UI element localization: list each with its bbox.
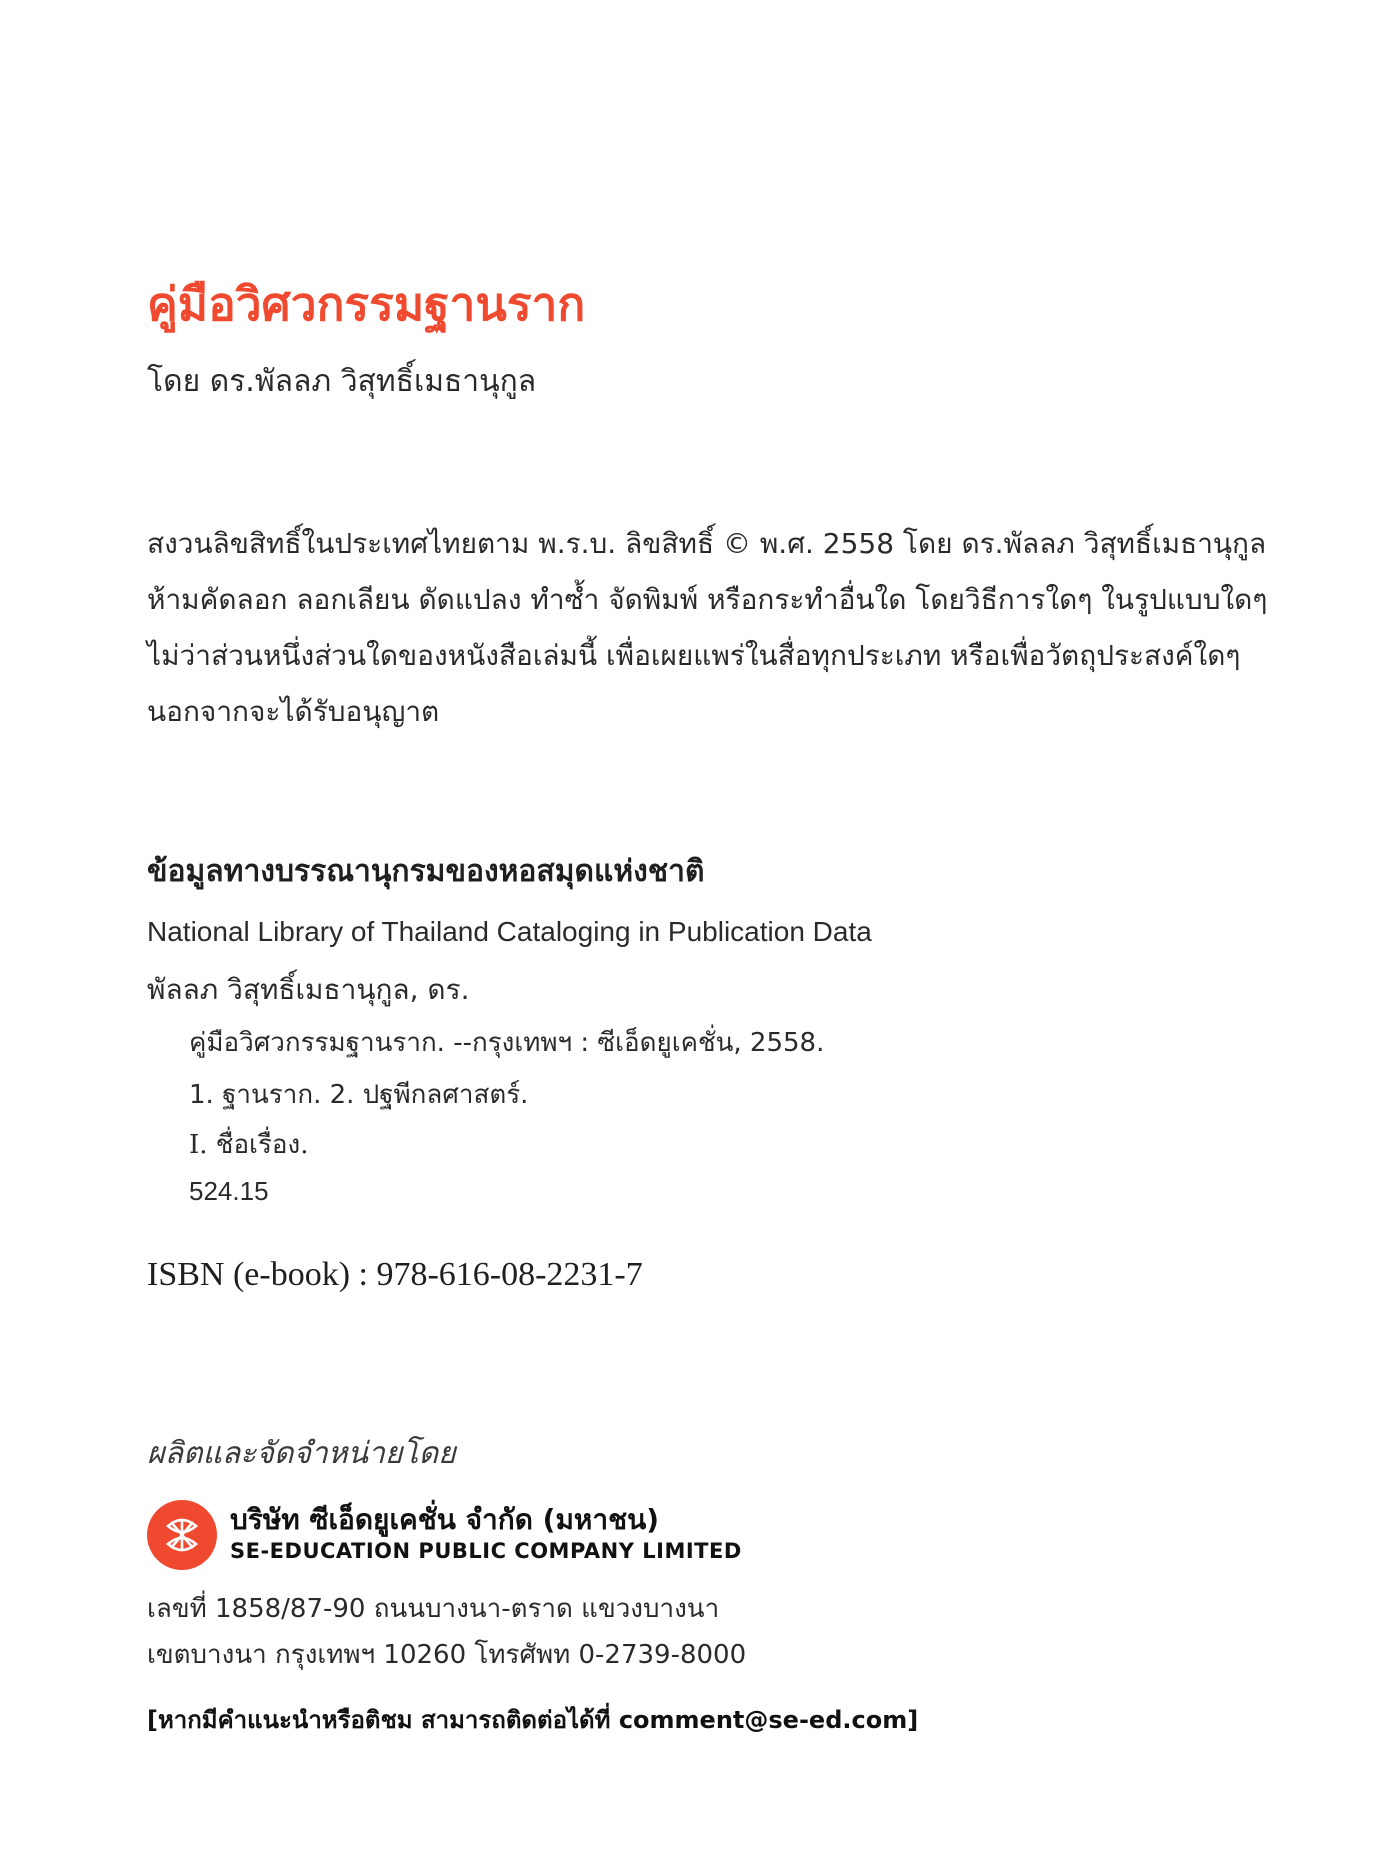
copyright-line: สงวนลิขสิทธิ์ในประเทศไทยตาม พ.ร.บ. ลิขสิทธิ์ © พ.ศ. 2558 โดย ดร.พัลลภ วิสุทธิ์เมธานุกูล	[147, 527, 1267, 560]
copyright-line: ห้ามคัดลอก ลอกเลียน ดัดแปลง ทำซ้ำ จัดพิมพ์ หรือกระทำอื่นใด โดยวิธีการใดๆ ในรูปแบบใดๆ	[147, 583, 1268, 616]
cip-title-index: I. ชื่อเรื่อง.	[189, 1130, 309, 1160]
feedback-contact: [หากมีคำแนะนำหรือติชม สามารถติดต่อได้ที่ comment@se-ed.com]	[147, 1706, 919, 1734]
se-ed-logo-icon	[147, 1500, 217, 1570]
company-name-thai: บริษัท ซีเอ็ดยูเคชั่น จำกัด (มหาชน)	[230, 1503, 660, 1536]
cip-title-entry: คู่มือวิศวกรรมฐานราก. --กรุงเทพฯ : ซีเอ็ดยูเคชั่น, 2558.	[189, 1028, 825, 1058]
address-line-2: เขตบางนา กรุงเทพฯ 10260 โทรศัพท 0-2739-8000	[147, 1640, 747, 1670]
produced-by-label: ผลิตและจัดจำหน่ายโดย	[147, 1436, 456, 1471]
cip-heading: ข้อมูลทางบรรณานุกรมของหอสมุดแห่งชาติ	[147, 854, 705, 889]
copyright-line: นอกจากจะได้รับอนุญาต	[147, 695, 440, 728]
cip-english-heading: National Library of Thailand Cataloging in Publication Data	[147, 916, 872, 947]
cip-classification: 524.15	[189, 1176, 269, 1206]
isbn: ISBN (e-book) : 978-616-08-2231-7	[147, 1256, 643, 1293]
cip-subjects: 1. ฐานราก. 2. ปฐพีกลศาสตร์.	[189, 1080, 529, 1110]
book-title: คู่มือวิศวกรรมฐานราก	[147, 277, 586, 331]
address-line-1: เลขที่ 1858/87-90 ถนนบางนา-ตราด แขวงบางนา	[147, 1594, 720, 1624]
cip-author: พัลลภ วิสุทธิ์เมธานุกูล, ดร.	[147, 973, 470, 1006]
company-name-english: SE-EDUCATION PUBLIC COMPANY LIMITED	[230, 1539, 742, 1563]
copyright-line: ไม่ว่าส่วนหนึ่งส่วนใดของหนังสือเล่มนี้ เพื่อเผยแพร่ในสื่อทุกประเภท หรือเพื่อวัตถุประสงค์ใดๆ	[147, 639, 1241, 672]
copyright-notice	[147, 516, 1347, 740]
author-line: โดย ดร.พัลลภ วิสุทธิ์เมธานุกูล	[147, 364, 537, 399]
